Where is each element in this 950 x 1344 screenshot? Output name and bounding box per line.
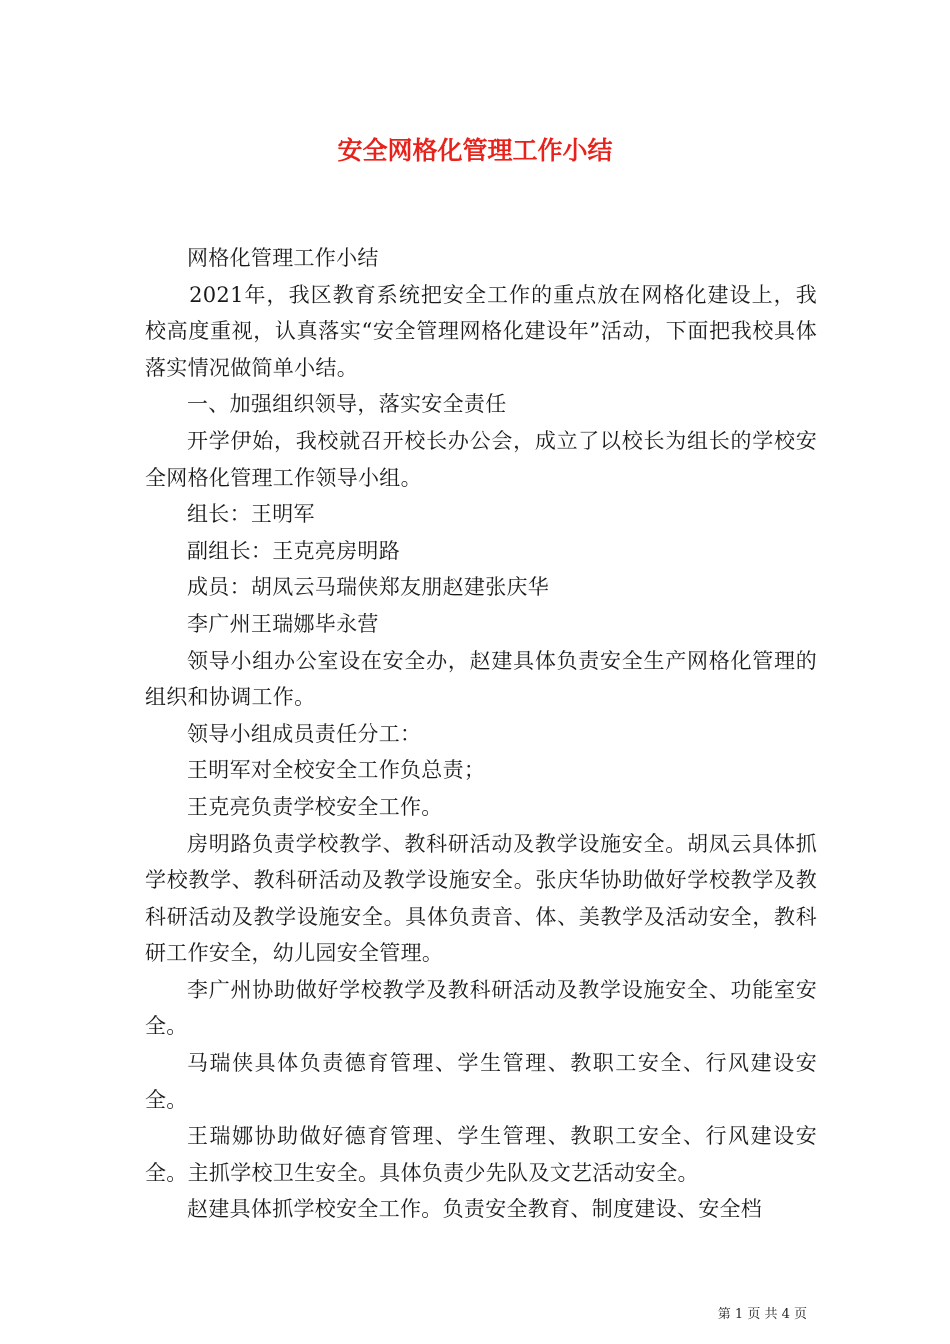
paragraph: 领导小组成员责任分工： xyxy=(187,721,422,746)
paragraph-subtitle: 网格化管理工作小结 xyxy=(187,246,379,270)
paragraph-intro: 2021年，我区教育系统把安全工作的重点放在网格化建设上，我校高度重视，认真落实“安全管理网格化建设年”活动，下面把我校具体落实情况做简单小结。 xyxy=(145,282,817,380)
document-body xyxy=(145,240,817,1228)
paragraph: 王克亮负责学校安全工作。 xyxy=(187,794,443,819)
paragraph: 赵建具体抓学校安全工作。负责安全教育、制度建设、安全档 xyxy=(187,1197,763,1222)
paragraph: 王明军对全校安全工作负总责； xyxy=(187,758,486,783)
paragraph: 李广州协助做好学校教学及教科研活动及教学设施安全、功能室安全。 xyxy=(145,977,817,1039)
section-heading: 一、加强组织领导，落实安全责任 xyxy=(187,392,507,417)
paragraph-members: 成员：胡凤云马瑞侠郑友朋赵建张庆华 xyxy=(187,575,550,600)
paragraph-members-cont: 李广州王瑞娜毕永营 xyxy=(187,611,379,636)
paragraph: 房明路负责学校教学、教科研活动及教学设施安全。胡凤云具体抓学校教学、教科研活动及教学设施安全。张庆华协助做好学校教学及教科研活动及教学设施安全。具体负责音、体、美教学及活动安全，教科研工作安全，幼儿园安全管理。 xyxy=(145,831,817,966)
page-number: 第 1 页 共 4 页 xyxy=(717,1307,807,1322)
paragraph: 领导小组办公室设在安全办，赵建具体负责安全生产网格化管理的组织和协调工作。 xyxy=(145,648,817,710)
paragraph-deputy: 副组长：王克亮房明路 xyxy=(187,538,400,563)
paragraph: 开学伊始，我校就召开校长办公会，成立了以校长为组长的学校安全网格化管理工作领导小组。 xyxy=(145,428,817,490)
paragraph: 王瑞娜协助做好德育管理、学生管理、教职工安全、行风建设安全。主抓学校卫生安全。具体负责少先队及文艺活动安全。 xyxy=(145,1124,817,1185)
paragraph-leader: 组长：王明军 xyxy=(187,502,315,527)
document-title: 安全网格化管理工作小结 xyxy=(337,136,613,165)
paragraph: 马瑞侠具体负责德育管理、学生管理、教职工安全、行风建设安全。 xyxy=(145,1051,817,1112)
